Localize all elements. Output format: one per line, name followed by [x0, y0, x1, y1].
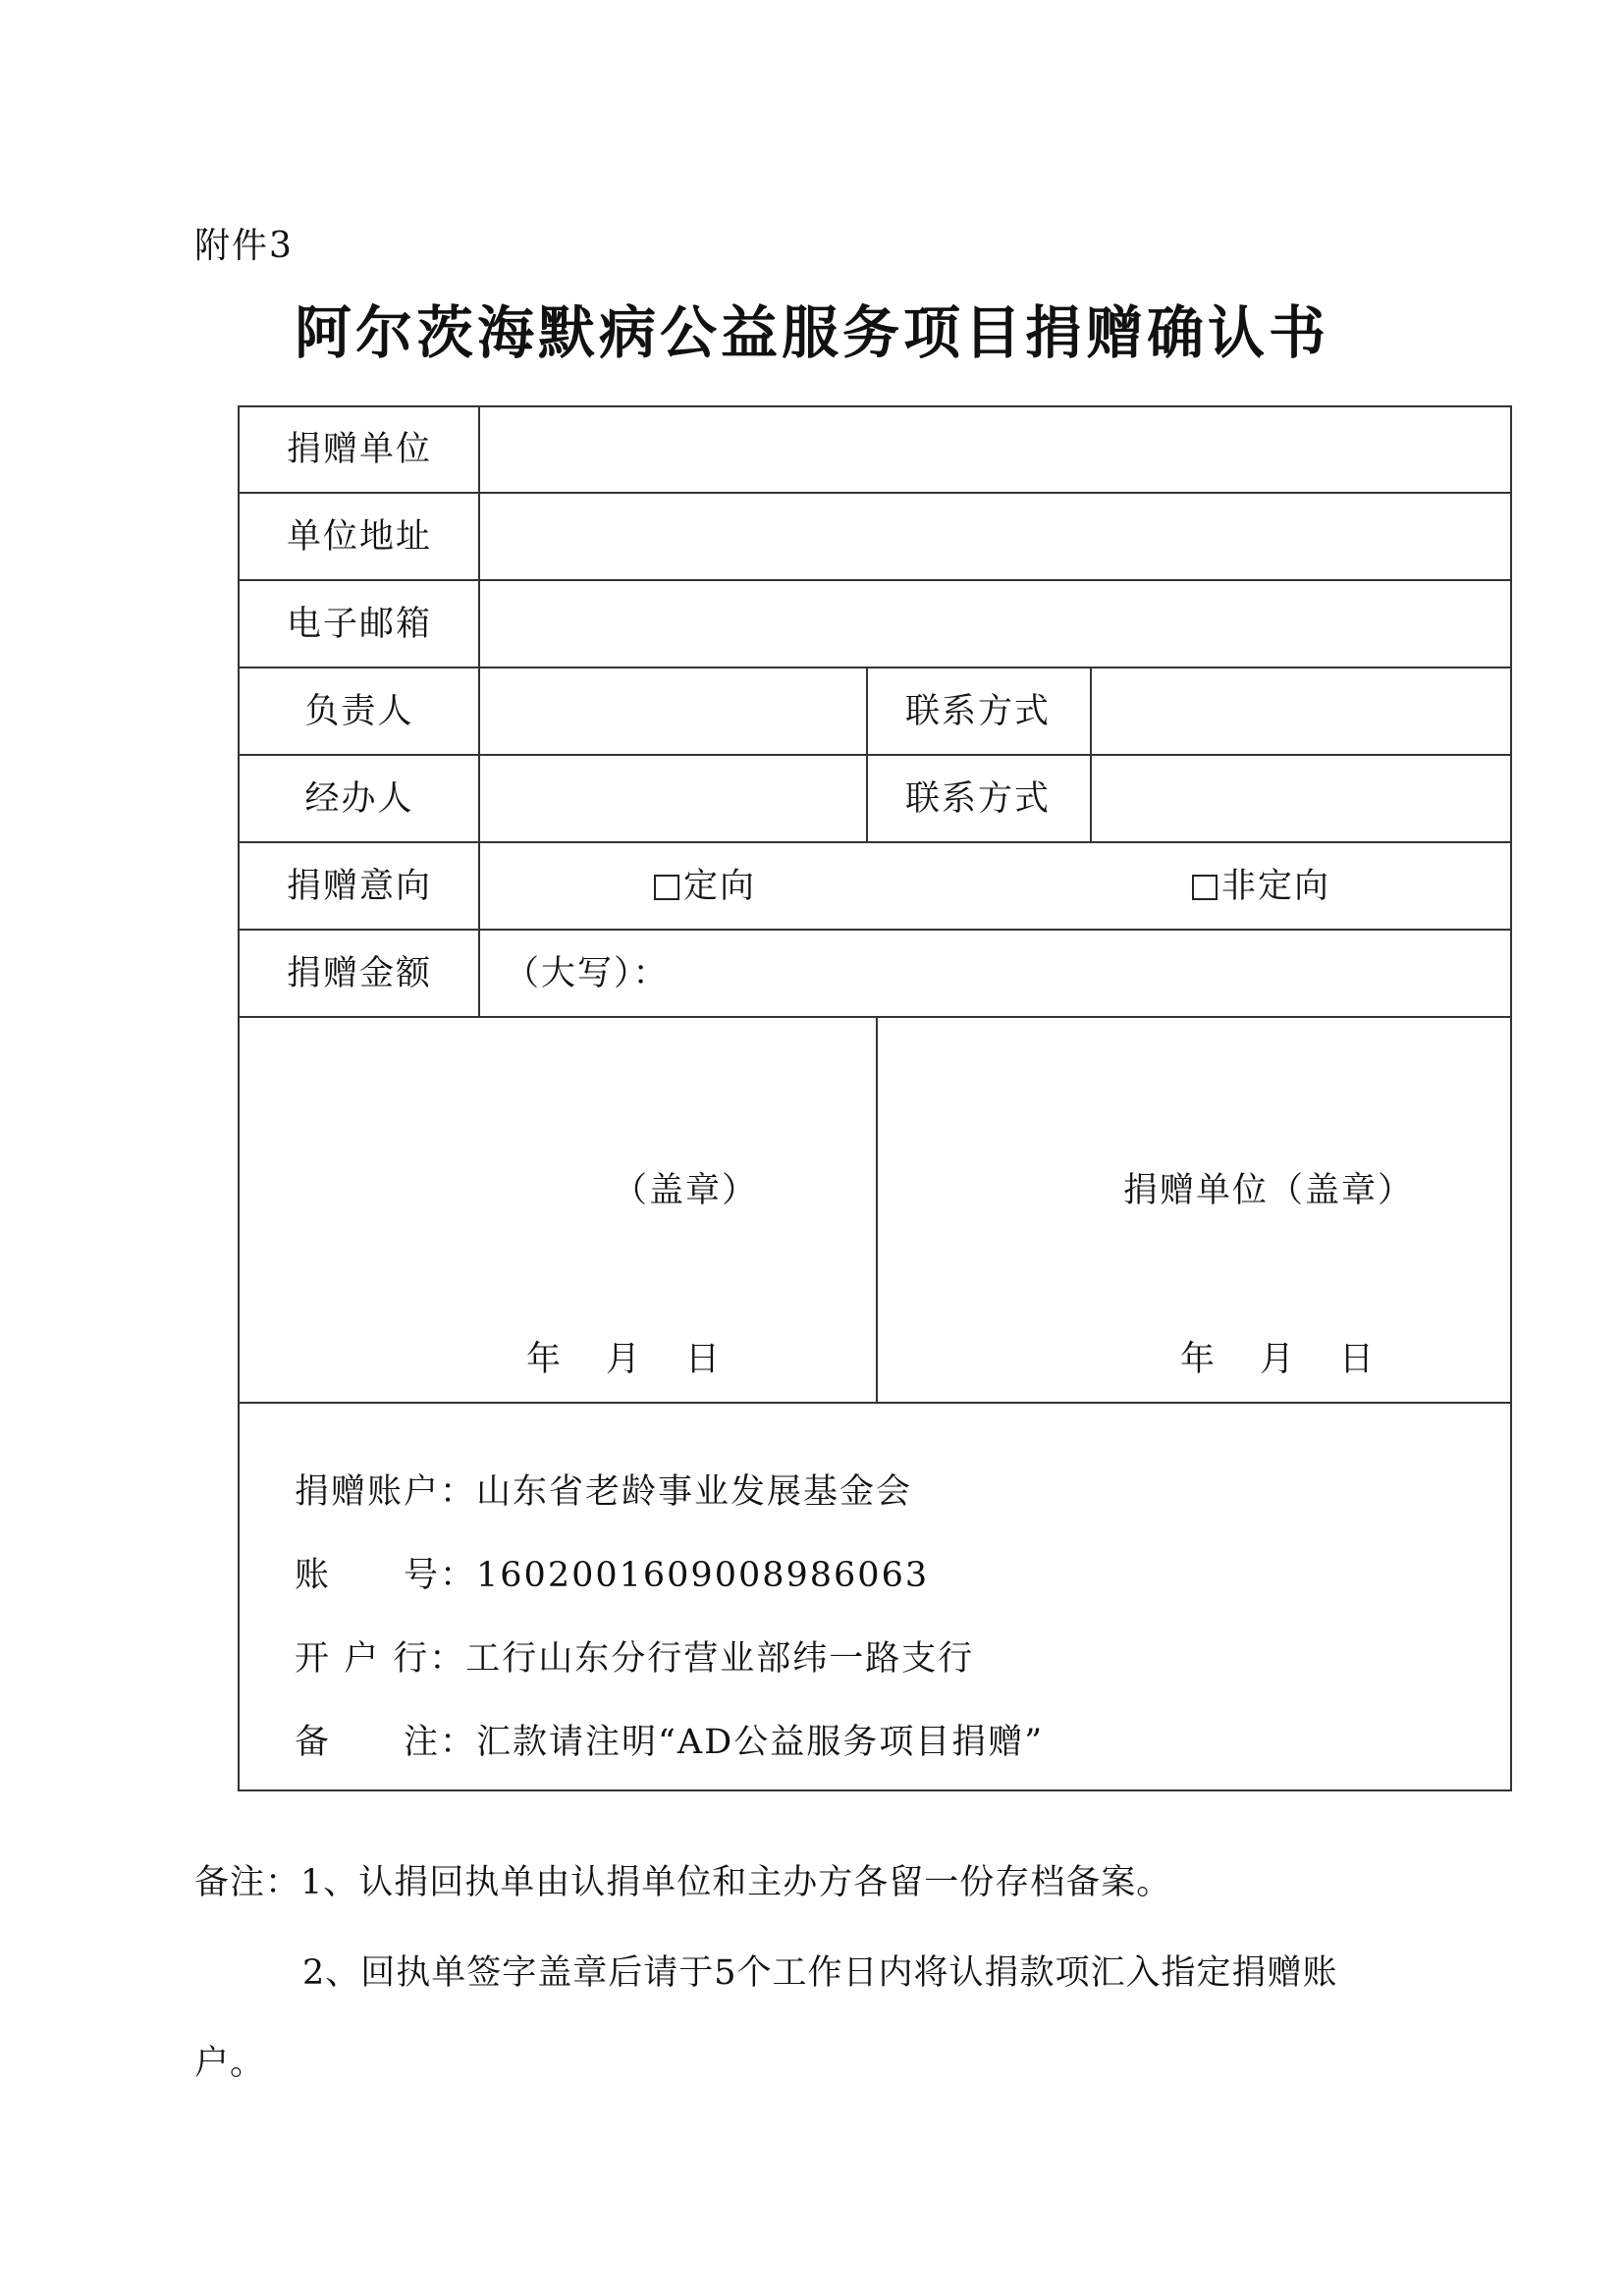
account-number-label: 账 号：: [295, 1556, 477, 1595]
bank-label: 开 户 行：: [295, 1639, 466, 1679]
directed-option-label: 定向: [683, 867, 757, 906]
row-divider: [240, 754, 1510, 756]
unit-address-label: 单位地址: [286, 517, 432, 557]
non-directed-checkbox[interactable]: [1192, 875, 1218, 900]
footnote-line-2: 2、回执单签字盖章后请于5个工作日内将认捐款项汇入指定捐赠账: [302, 1953, 1338, 1993]
person-in-charge-label: 负责人: [304, 692, 414, 731]
handler-field[interactable]: [481, 757, 864, 841]
contact-label-2: 联系方式: [904, 779, 1051, 819]
bank-row: [295, 1639, 974, 1679]
document-title: 阿尔茨海默病公益服务项目捐赠确认书: [294, 299, 1329, 366]
column-divider: [1090, 667, 1092, 841]
amount-hint: （大写）：: [505, 954, 670, 993]
date-year: 年: [526, 1340, 562, 1379]
contact-field-1[interactable]: [1094, 669, 1510, 754]
date-day: 日: [685, 1340, 721, 1379]
account-number-value: 1602001609008986063: [476, 1556, 930, 1595]
contact-field-2[interactable]: [1094, 757, 1510, 841]
bank-value: 工行山东分行营业部纬一路支行: [465, 1639, 975, 1679]
row-divider: [240, 929, 1510, 931]
account-row-value: 山东省老龄事业发展基金会: [476, 1472, 913, 1512]
amount-label: 捐赠金额: [286, 954, 432, 993]
amount-field[interactable]: [652, 932, 1510, 1016]
row-divider: [240, 667, 1510, 668]
donor-unit-field[interactable]: [481, 407, 1510, 492]
column-divider: [876, 1016, 878, 1402]
row-divider: [240, 492, 1510, 494]
date-month: 月: [1260, 1340, 1295, 1379]
directed-checkbox[interactable]: [654, 875, 679, 900]
remark-label: 备 注：: [295, 1723, 477, 1762]
footnote-line-1: 备注：1、认捐回执单由认捐单位和主办方各留一份存档备案。: [194, 1863, 1172, 1902]
non-directed-option[interactable]: [1192, 867, 1330, 906]
email-label: 电子邮箱: [286, 605, 432, 644]
donation-form-table: [238, 405, 1512, 1791]
row-divider: [240, 579, 1510, 581]
row-divider: [240, 1016, 1510, 1018]
footnote-line-3: 户。: [194, 2044, 266, 2083]
email-field[interactable]: [481, 582, 1510, 667]
date-year: 年: [1180, 1340, 1216, 1379]
person-in-charge-field[interactable]: [481, 669, 864, 754]
directed-option[interactable]: [654, 867, 756, 906]
seal-right-label: 捐赠单位（盖章）: [1123, 1171, 1415, 1210]
date-month: 月: [606, 1340, 641, 1379]
account-row: [295, 1472, 912, 1512]
date-day: 日: [1339, 1340, 1375, 1379]
remark-row: [295, 1723, 1044, 1762]
row-divider: [240, 841, 1510, 843]
account-row-label: 捐赠账户：: [295, 1472, 477, 1512]
donor-unit-label: 捐赠单位: [286, 430, 432, 469]
contact-label-1: 联系方式: [904, 692, 1051, 731]
date-left: [526, 1340, 720, 1379]
seal-left-label: （盖章）: [613, 1171, 759, 1210]
remark-value: 汇款请注明“AD公益服务项目捐赠”: [476, 1723, 1045, 1762]
account-number-row: [295, 1556, 929, 1595]
row-divider: [240, 1402, 1510, 1404]
date-right: [1180, 1340, 1374, 1379]
attachment-label: 附件3: [194, 226, 294, 266]
unit-address-field[interactable]: [481, 495, 1510, 579]
handler-label: 经办人: [304, 779, 414, 819]
intention-label: 捐赠意向: [286, 867, 432, 906]
non-directed-option-label: 非定向: [1221, 867, 1331, 906]
